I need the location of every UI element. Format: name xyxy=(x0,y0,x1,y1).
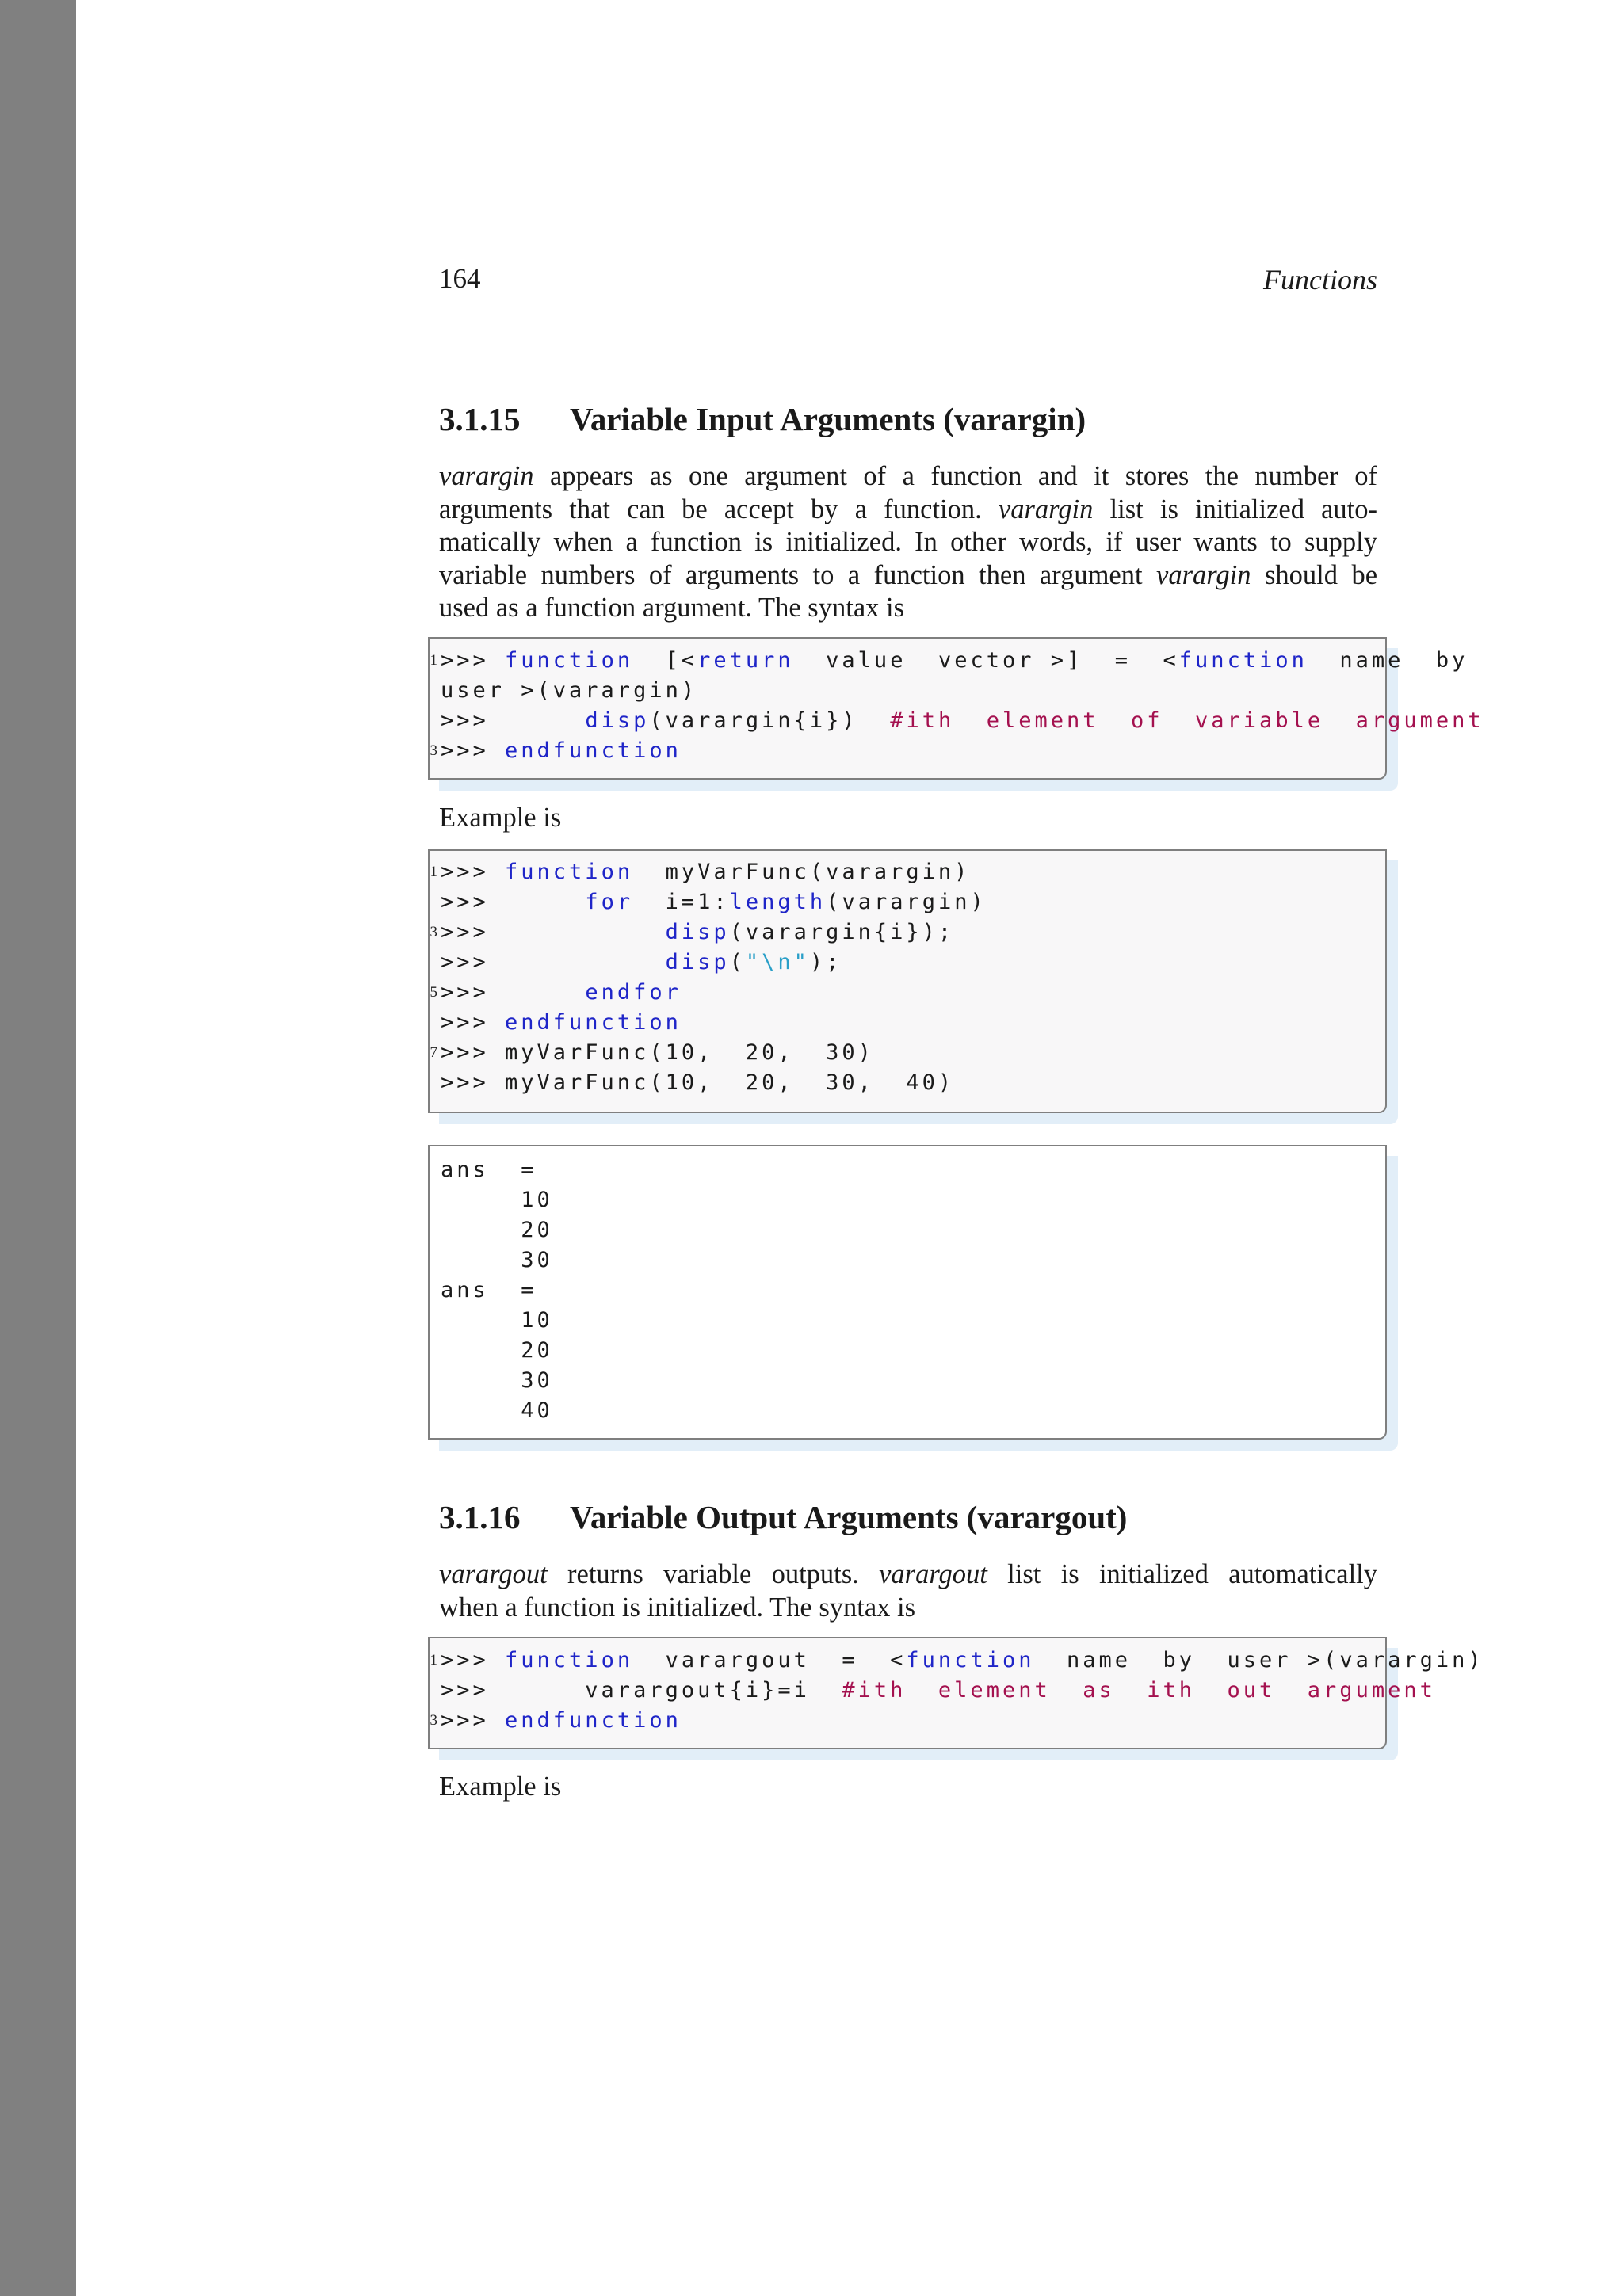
code-line xyxy=(430,857,971,887)
section-number: 3.1.15 xyxy=(439,401,521,437)
output-line: 20 xyxy=(441,1218,553,1242)
line-number: 3 xyxy=(430,742,437,759)
paragraph-line xyxy=(439,1592,1377,1625)
code-comment: #ith element of variable argument xyxy=(890,708,1484,733)
paragraph-varargout xyxy=(439,1558,1377,1624)
line-number: 3 xyxy=(430,1712,437,1729)
line-number: 5 xyxy=(430,984,437,1001)
code-text: (varargin) xyxy=(826,890,987,914)
paragraph-line xyxy=(439,559,1377,593)
code-text: >>> varargout{i}=i xyxy=(441,1678,842,1703)
code-line xyxy=(430,646,1468,676)
code-listing-varargout-syntax xyxy=(428,1637,1484,1749)
code-line xyxy=(430,1038,874,1068)
text-run: matically when a function is initialized. In other words, if user wants to supply xyxy=(439,527,1377,557)
code-line xyxy=(430,978,682,1008)
code-text: >>> xyxy=(441,738,506,763)
paragraph-line xyxy=(439,1558,1377,1592)
code-text: >>> xyxy=(441,950,666,974)
code-keyword: disp xyxy=(665,950,730,974)
code-listing-varargin-example xyxy=(428,849,1387,1113)
code-text: >>> xyxy=(441,890,586,914)
code-text: i=1: xyxy=(633,890,730,914)
text-run: list is initialized automatically xyxy=(987,1559,1377,1589)
text-run: returns variable outputs. xyxy=(547,1559,880,1589)
code-text: >>> xyxy=(441,648,506,673)
output-line: 40 xyxy=(441,1398,553,1423)
code-text: ( xyxy=(729,950,746,974)
code-text: >>> xyxy=(441,980,586,1005)
code-text: >>> myVarFunc(10, 20, 30, 40) xyxy=(441,1070,955,1095)
code-text: >>> xyxy=(441,708,586,733)
text-run: used as a function argument. The syntax is xyxy=(439,593,905,623)
code-text: (varargin{i}); xyxy=(729,920,955,944)
code-text: name by user >(varargin) xyxy=(1034,1648,1484,1672)
line-number: 3 xyxy=(430,924,437,940)
output-line: 10 xyxy=(441,1308,553,1333)
code-keyword: function xyxy=(505,648,634,673)
paragraph-line xyxy=(439,526,1377,559)
code-line xyxy=(441,948,842,978)
code-text: >>> xyxy=(441,860,506,884)
output-line: 20 xyxy=(441,1338,553,1363)
code-keyword: function xyxy=(906,1648,1035,1672)
code-line xyxy=(430,736,682,766)
code-listing-varargin-syntax xyxy=(428,637,1484,780)
text-run: list is initialized auto- xyxy=(1093,494,1377,524)
code-text: name by xyxy=(1307,648,1468,673)
output-line: 10 xyxy=(441,1188,553,1212)
line-number: 7 xyxy=(430,1044,437,1061)
output-line: 30 xyxy=(441,1248,553,1272)
line-number: 1 xyxy=(430,1652,437,1669)
paragraph-varargin xyxy=(439,460,1377,625)
text-run: appears as one argument of a function and it stores the number of xyxy=(533,461,1377,491)
running-title: Functions xyxy=(1263,264,1377,296)
code-text: myVarFunc(varargin) xyxy=(633,860,971,884)
paragraph-line xyxy=(439,460,1377,494)
code-text: >>> xyxy=(441,1010,506,1035)
section-heading-varargin xyxy=(439,400,1086,438)
emphasis-term: varargout xyxy=(439,1559,548,1589)
code-line xyxy=(441,1008,682,1038)
code-text: varargout = < xyxy=(633,1648,907,1672)
emphasis-term: varargin xyxy=(998,494,1094,524)
output-line: 30 xyxy=(441,1368,553,1393)
code-keyword: function xyxy=(505,860,634,884)
code-text: user >(varargin) xyxy=(441,678,698,703)
example-label: Example is xyxy=(439,1772,562,1802)
section-heading-varargout xyxy=(439,1498,1127,1536)
code-keyword: disp xyxy=(585,708,650,733)
example-label: Example is xyxy=(439,803,562,833)
paragraph-line xyxy=(439,592,1377,625)
page-number: 164 xyxy=(439,263,481,294)
text-run: when a function is initialized. The syntax is xyxy=(439,1592,916,1623)
text-run: variable numbers of arguments to a function then argument xyxy=(439,559,1157,590)
code-keyword: return xyxy=(697,648,794,673)
code-keyword: function xyxy=(1178,648,1308,673)
paragraph-line xyxy=(439,494,1377,527)
code-keyword: endfunction xyxy=(505,1010,682,1035)
code-line xyxy=(441,1068,954,1098)
code-keyword: function xyxy=(505,1648,634,1672)
code-line xyxy=(430,1646,1484,1676)
code-keyword: endfunction xyxy=(505,738,682,763)
emphasis-term: varargin xyxy=(1156,559,1251,590)
code-line xyxy=(441,706,1484,736)
code-string: "\n" xyxy=(745,950,810,974)
code-line xyxy=(430,917,955,948)
code-line xyxy=(441,676,697,706)
code-comment: #ith element as ith out argument xyxy=(842,1678,1436,1703)
page-gutter-bar xyxy=(0,0,76,2296)
code-text: value vector >] = < xyxy=(793,648,1179,673)
section-number: 3.1.16 xyxy=(439,1499,521,1535)
emphasis-term: varargout xyxy=(879,1559,987,1589)
section-title: Variable Input Arguments (varargin) xyxy=(570,401,1086,437)
output-line: ans = xyxy=(441,1158,537,1182)
line-number: 1 xyxy=(430,864,437,880)
code-text: (varargin{i}) xyxy=(649,708,891,733)
code-text: ); xyxy=(809,950,842,974)
text-run: arguments that can be accept by a function. xyxy=(439,494,999,524)
code-keyword: length xyxy=(729,890,827,914)
code-line xyxy=(430,1706,682,1736)
code-text: >>> xyxy=(441,1648,506,1672)
output-line: ans = xyxy=(441,1278,537,1302)
code-text: >>> xyxy=(441,920,666,944)
code-text: [< xyxy=(633,648,698,673)
code-keyword: for xyxy=(585,890,634,914)
code-keyword: disp xyxy=(665,920,730,944)
code-text: >>> myVarFunc(10, 20, 30) xyxy=(441,1040,874,1065)
output-listing-varargin xyxy=(428,1145,1387,1440)
section-title: Variable Output Arguments (varargout) xyxy=(570,1499,1128,1535)
emphasis-term: varargin xyxy=(439,461,534,491)
code-line xyxy=(441,1676,1436,1706)
code-text: >>> xyxy=(441,1708,506,1733)
line-number: 1 xyxy=(430,652,437,669)
code-keyword: endfor xyxy=(585,980,682,1005)
code-keyword: endfunction xyxy=(505,1708,682,1733)
code-line xyxy=(441,887,987,917)
text-run: should be xyxy=(1251,559,1378,590)
